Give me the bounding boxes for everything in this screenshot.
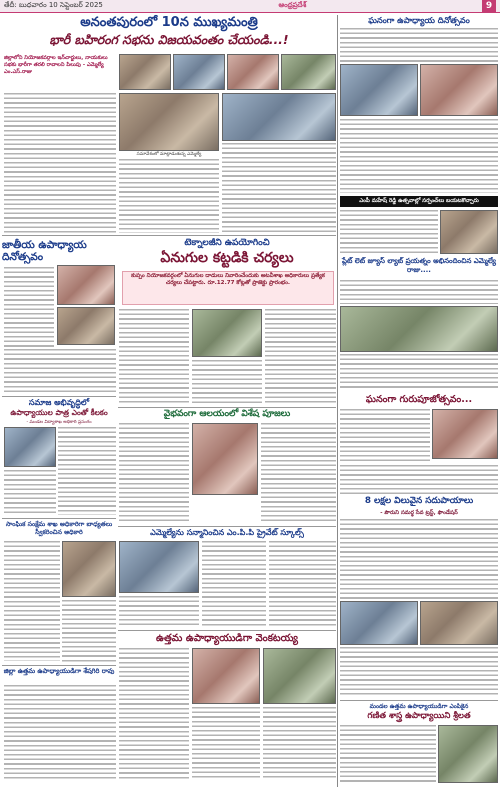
- social-photo: [62, 541, 116, 597]
- main-photo-6: [222, 93, 336, 141]
- right-headline-1: ఘనంగా ఉపాధ్యాయ దినోత్సవం: [368, 15, 470, 25]
- district-teacher-body: [4, 685, 116, 781]
- district-teacher-headline: జిల్లా ఉత్తమ ఉపాధ్యాయుడిగా శేషగిరి రావు: [3, 667, 115, 675]
- temple-body-col2: [261, 423, 336, 523]
- right-photo-2: [420, 64, 498, 116]
- best-teacher-body-col2: [192, 707, 260, 780]
- right-body-5b: [340, 647, 498, 697]
- elephant-body-col1: [119, 309, 189, 405]
- best-teacher-photo-2: [263, 648, 336, 704]
- main-photo-3: [227, 54, 279, 90]
- right-photo-7: [420, 601, 498, 645]
- main-headline-1: అనంతపురంలో 10న ముఖ్యమంత్రి: [80, 15, 258, 30]
- best-teacher-photo-1: [192, 648, 260, 704]
- right-body-5: [340, 519, 498, 599]
- right-headline-5: 8 లక్షల విలువైన సదుపాయాలు: [364, 496, 474, 506]
- right-headline-4: ఘనంగా గురుపూజోత్సవం...: [365, 394, 473, 405]
- society-headline-2: ఉపాధ్యాయుల పాత్ర ఎంతో కీలకం: [10, 408, 108, 417]
- right-headline-2: ఎంపీ మహేష్ రెడ్డి ఉత్సవాల్లో సర్పంచ్‌లు బయటకొచ్చారు: [340, 196, 498, 207]
- right-photo-4: [340, 306, 498, 352]
- right-body-1: [340, 28, 498, 62]
- right-body-4b: [340, 465, 498, 495]
- elephant-highlight: కుప్పం నియోజకవర్గంలో ఏనుగుల దాడులు నివారించేందుకు అటవీశాఖ అధికారులు ప్రత్యేక చర్యలు చేపట్టారు. రూ.12.77 కోట్లతో ప్రాజెక్టు ప్రారంభం.: [122, 271, 334, 305]
- right-headline-7: గణిత శాస్త్ర ఉపాధ్యాయిని శ్రీలత: [367, 711, 471, 721]
- main-photo-4: [281, 54, 336, 90]
- main-headline-2: భారీ బహిరంగ సభను విజయవంతం చేయండి...!: [49, 32, 289, 47]
- right-photo-5: [432, 409, 498, 459]
- society-headline-1: సమాజ అభివృద్ధిలో: [28, 398, 90, 407]
- best-teacher-body-col1: [119, 648, 189, 780]
- temple-photo: [192, 423, 258, 495]
- elephant-headline: ఏనుగుల కట్టడికి చర్యలు: [160, 250, 294, 266]
- issue-date: తేదీ: బుధవారం 10 సెప్టెంబర్ 2025: [4, 1, 103, 9]
- right-column: [340, 15, 498, 787]
- divider-5: [118, 526, 336, 527]
- divider-4: [2, 518, 116, 519]
- divider-3: [118, 407, 336, 408]
- mla-photo: [119, 541, 199, 593]
- divider-2: [2, 396, 116, 397]
- right-body-3: [340, 280, 498, 304]
- teachers-day-body: [4, 267, 54, 347]
- society-body-2: [4, 470, 56, 515]
- teachers-day-headline: జాతీయ ఉపాధ్యాయ దినోత్సవం: [2, 239, 87, 263]
- main-body-col1: [4, 93, 116, 233]
- main-lead: జిల్లాలోని నియోజకవర్గాల ఇన్‌చార్జులు, నాయకులు సభకు భారీగా తరలి రావాలని పిలుపు - ఎమ్మెల్యే ఎం.ఎస్.రాజు: [4, 55, 108, 75]
- right-headline-3: ప్లేట్ లెట్ జ్యూస్ ల్యాబ్ ప్రయత్నం అభినందించిన ఎమ్మెల్యే రాజు....: [341, 257, 497, 274]
- mla-headline: ఎమ్మెల్యేను సన్మానించిన ఎం.పి.పి ప్రైవేట్ స్కూల్స్: [150, 528, 304, 537]
- right-photo-8: [438, 725, 498, 783]
- right-body-1b: [340, 119, 498, 193]
- society-sub: - మండల విద్యాశాఖ అధికారి ప్రసంగం: [26, 420, 92, 425]
- column-divider: [337, 15, 338, 787]
- page-number: 9: [482, 0, 496, 12]
- divider-7: [2, 665, 116, 666]
- main-photo-5: [119, 93, 219, 151]
- right-photo-6: [340, 601, 418, 645]
- right-headline-6: మండల ఉత్తమ ఉపాధ్యాయుడిగా ఎంపికైన: [369, 703, 469, 710]
- right-photo-3: [440, 210, 498, 254]
- main-photo-2: [173, 54, 225, 90]
- main-body-col3: [222, 143, 336, 233]
- teachers-day-photo-2: [57, 307, 115, 345]
- divider-6: [118, 630, 336, 631]
- social-body-col1: [4, 541, 60, 661]
- right-photo-1: [340, 64, 418, 116]
- society-photo: [4, 427, 56, 467]
- page-header: [0, 0, 500, 13]
- divider-1: [2, 235, 336, 236]
- best-teacher-body-col3: [263, 707, 336, 780]
- right-body-4: [340, 409, 430, 463]
- left-section: [2, 15, 336, 787]
- elephant-body-col2: [192, 360, 262, 405]
- right-body-7: [340, 725, 436, 783]
- elephant-kicker: టెక్నాలజీని ఉపయోగించి: [184, 238, 270, 248]
- right-divider: [340, 700, 498, 701]
- social-headline: సాంఘిక సంక్షేమ శాఖ అధికారిగా బాధ్యతలు స్వీకరించిన అధికారి: [5, 521, 113, 536]
- mla-body-col2: [269, 541, 336, 627]
- right-body-3b: [340, 354, 498, 391]
- temple-headline: వైభవంగా ఆలయంలో విశేష పూజలు: [163, 409, 291, 419]
- mla-body-col3: [119, 596, 199, 627]
- masthead-section: ఆంధ్రప్రదేశ్: [278, 1, 307, 9]
- right-sub-5: - పౌరుని సమర్థ సేవ ట్రస్ట్, ఫౌండేషన్: [380, 510, 458, 516]
- elephant-body-col3: [265, 309, 336, 405]
- right-body-2: [340, 210, 438, 254]
- temple-body-col1: [119, 423, 189, 523]
- mla-body-col1: [202, 541, 266, 627]
- teachers-day-body-2: [4, 349, 116, 393]
- main-photo-1: [119, 54, 171, 90]
- elephant-photo: [192, 309, 262, 357]
- main-caption: సమావేశంలో మాట్లాడుతున్న ఎమ్మెల్యే: [136, 152, 202, 157]
- teachers-day-photo-1: [57, 265, 115, 305]
- main-body-col2: [119, 159, 219, 233]
- best-teacher-headline: ఉత్తమ ఉపాధ్యాయుడిగా వెంకటయ్య: [156, 633, 298, 644]
- social-body-col2: [62, 600, 116, 662]
- society-body: [58, 427, 116, 515]
